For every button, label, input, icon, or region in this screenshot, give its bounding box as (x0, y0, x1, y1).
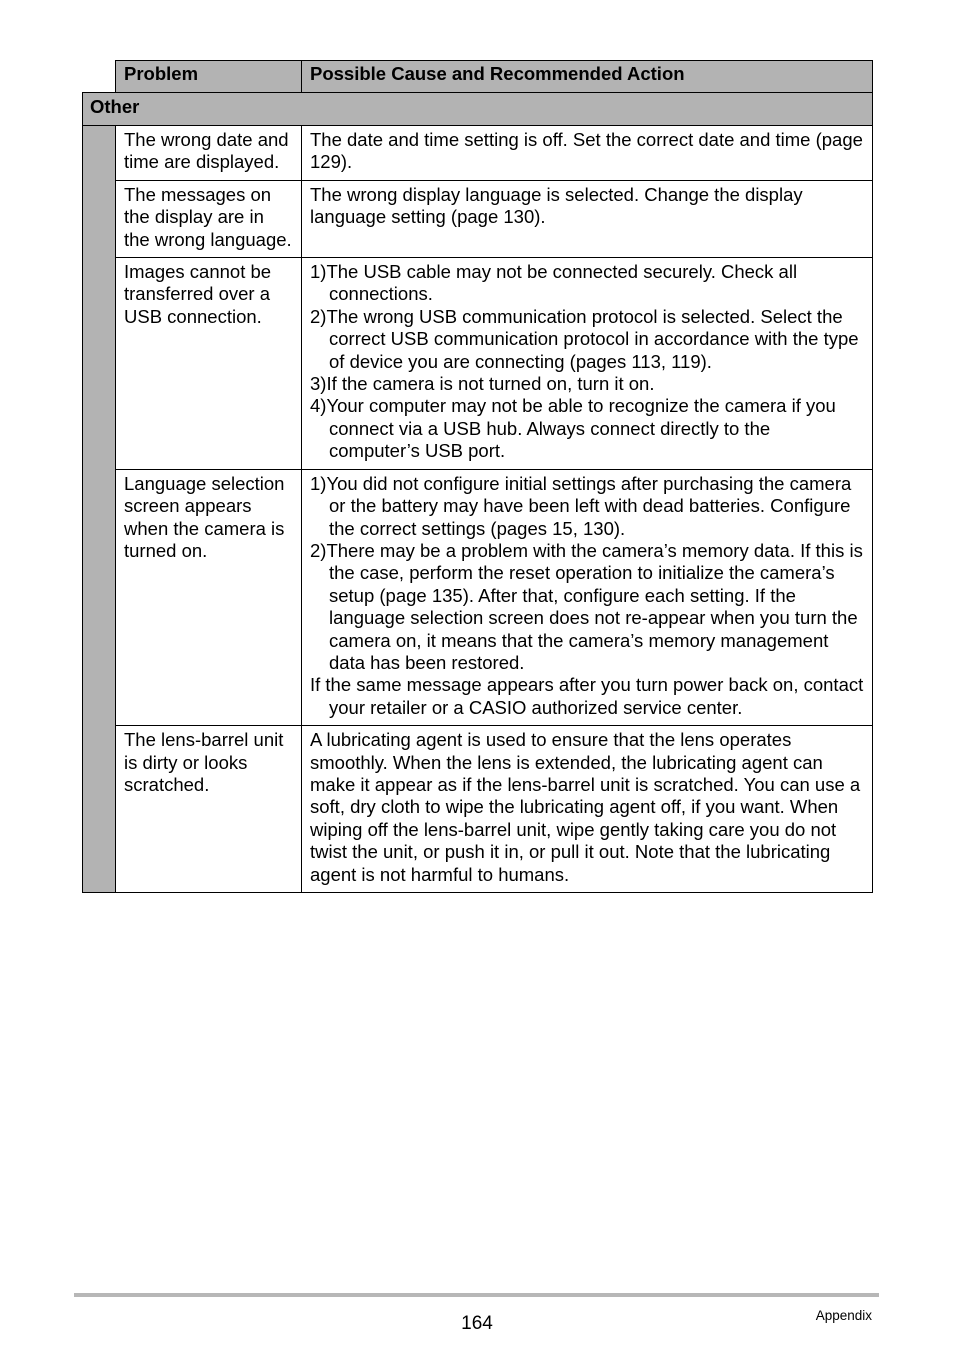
header-action: Possible Cause and Recommended Action (302, 61, 873, 93)
problem-cell: Language selection screen appears when the camera is turned on. (116, 469, 302, 725)
action-step: 2)The wrong USB communication protocol is selected. Select the correct USB communication protocol in accordance with the type of device you are connecting (pages 113, 119). (310, 305, 859, 372)
problem-cell: Images cannot be transferred over a USB connection. (116, 258, 302, 470)
table-row (83, 126, 873, 181)
action-step: 1)The USB cable may not be connected securely. Check all connections. (310, 261, 798, 305)
action-cell: The wrong display language is selected. Change the display language setting (page 130). (302, 180, 873, 257)
page-number: 164 (461, 1313, 493, 1334)
header-problem: Problem (116, 61, 302, 93)
troubleshooting-table (82, 60, 873, 893)
footer-rule (74, 1293, 879, 1297)
table-row (83, 180, 873, 257)
action-step: 1)You did not configure initial settings after purchasing the camera or the battery may have been left with dead batteries. Configure the correct settings (pages 15, 130). (310, 472, 852, 539)
table-row (83, 469, 873, 725)
problem-cell: The wrong date and time are displayed. (116, 126, 302, 181)
table-row (83, 258, 873, 470)
table-row (83, 726, 873, 893)
action-cell: The date and time setting is off. Set the correct date and time (page 129). (302, 126, 873, 181)
header-corner (83, 61, 116, 93)
action-step-text: 2)There may be a problem with the camera’s memory data. If this is the case, perform the reset operation to initialize the camera’s setup (page 135). After that, configure each setting. If the language selection screen does not re-appear when you turn the camera on, it means that the camera’s memory management data has been restored. (310, 539, 863, 673)
action-step-extra: If the same message appears after you turn power back on, contact your retailer or a CASIO authorized service center. (310, 674, 864, 718)
section-side-bar (83, 126, 116, 893)
action-steps (310, 261, 864, 463)
action-step: 3)If the camera is not turned on, turn it on. (310, 373, 655, 395)
section-title: Other (83, 93, 873, 126)
section-row (83, 93, 873, 126)
footer-section-label: Appendix (815, 1308, 872, 1323)
action-step: 4)Your computer may not be able to recognize the camera if you connect via a USB hub. Always connect directly to the computer’s USB port. (310, 395, 836, 462)
action-cell (302, 469, 873, 725)
action-cell: A lubricating agent is used to ensure that the lens operates smoothly. When the lens is extended, the lubricating agent can make it appear as if the lens-barrel unit is scratched. You can use a soft, dry cloth to wipe the lubricating agent off, if you want. When wiping off the lens-barrel unit, wipe gently taking care you do not twist the unit, or push it in, or pull it out. Note that the lubricating agent is not harmful to humans. (302, 726, 873, 893)
problem-cell: The messages on the display are in the wrong language. (116, 180, 302, 257)
header-row (83, 61, 873, 93)
action-cell (302, 258, 873, 470)
problem-cell: The lens-barrel unit is dirty or looks scratched. (116, 726, 302, 893)
action-step (310, 540, 864, 719)
action-steps (310, 473, 864, 719)
